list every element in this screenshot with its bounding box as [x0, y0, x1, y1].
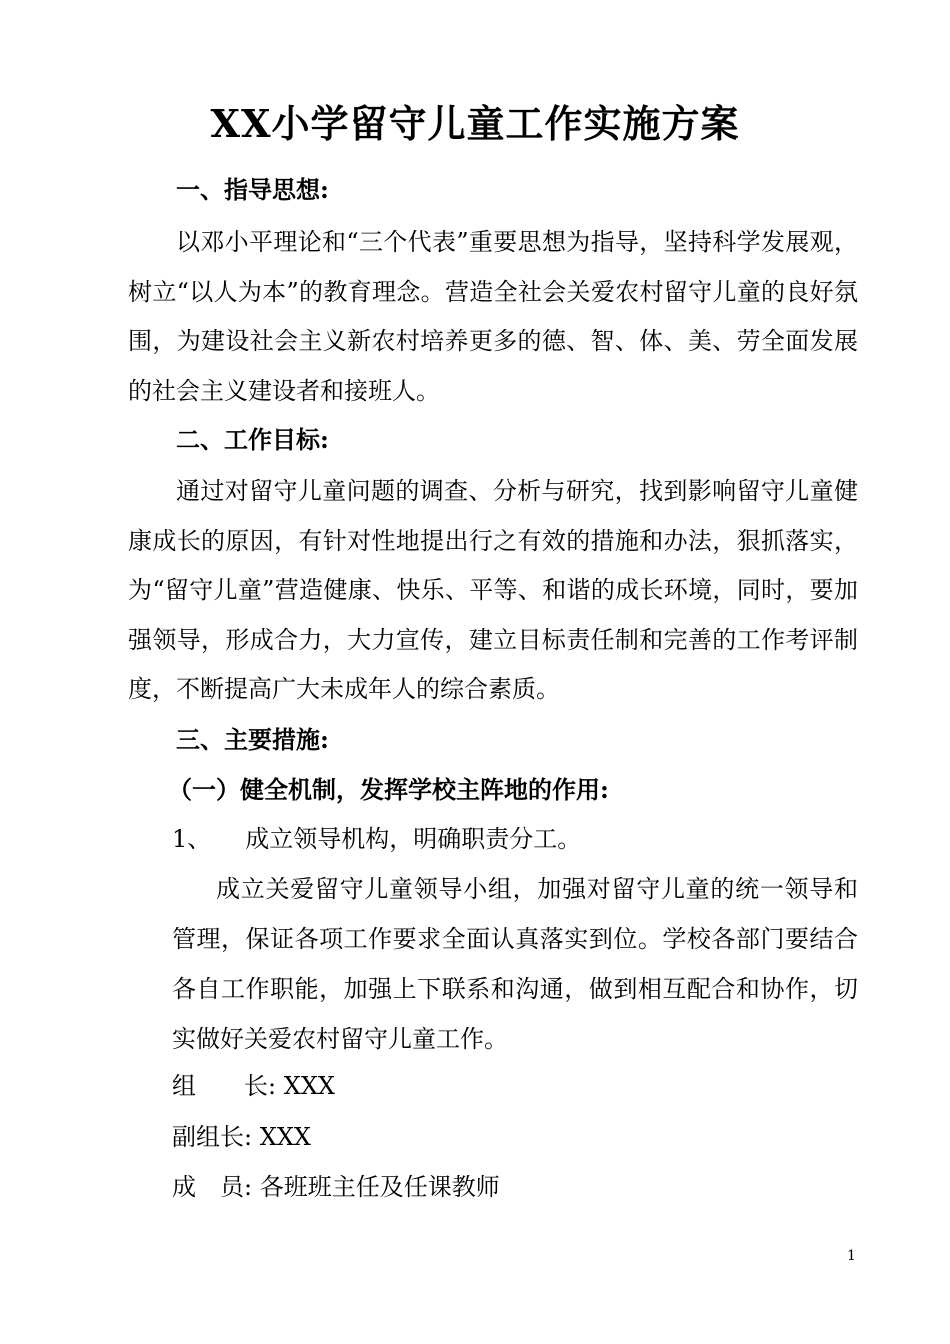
section-heading-work-goals: 二、工作目标:: [176, 425, 329, 454]
section-heading-main-measures: 三、主要措施:: [176, 725, 329, 754]
member-value: XXX: [283, 1072, 335, 1100]
member-role: 副组长:: [172, 1123, 253, 1151]
member-role: 组 长:: [172, 1072, 277, 1100]
member-value: 各班班主任及任课教师: [259, 1173, 500, 1201]
member-row-deputy: [172, 1120, 311, 1154]
section-body-work-goals: 通过对留守儿童问题的调查、分析与研究，找到影响留守儿童健康成长的原因，有针对性地提出行之有效的措施和办法，狠抓落实，为“留守儿童”营造健康、快乐、平等、和谐的成长环境，同时，要加强领导，形成合力，大力宣传，建立目标责任制和完善的工作考评制度，不断提高广大未成年人的综合素质。: [128, 477, 858, 703]
page-number: 1: [847, 1248, 856, 1264]
member-role: 成 员:: [172, 1173, 253, 1201]
member-row-members: [172, 1170, 500, 1204]
member-value: XXX: [259, 1123, 311, 1151]
member-row-leader: [172, 1069, 335, 1103]
subsection-heading-mechanism: （一）健全机制，发挥学校主阵地的作用:: [168, 775, 609, 804]
list-item-text: 成立领导机构，明确职责分工。: [245, 825, 582, 853]
section-heading-guiding-thought: 一、指导思想:: [176, 175, 329, 204]
list-item-1: [172, 822, 581, 856]
subsection-body-leadership: 成立关爱留守儿童领导小组，加强对留守儿童的统一领导和管理，保证各项工作要求全面认真落实到位。学校各部门要结合各自工作职能，加强上下联系和沟通，做到相互配合和协作，切实做好关爱农村留守儿童工作。: [172, 875, 858, 1053]
section-body-guiding-thought: 以邓小平理论和“三个代表”重要思想为指导，坚持科学发展观，树立“以人为本”的教育理念。营造全社会关爱农村留守儿童的良好氛围，为建设社会主义新农村培养更多的德、智、体、美、劳全面发展的社会主义建设者和接班人。: [128, 228, 858, 405]
list-item-number: 1、: [172, 825, 212, 853]
document-title: XX小学留守儿童工作实施方案: [210, 101, 740, 146]
